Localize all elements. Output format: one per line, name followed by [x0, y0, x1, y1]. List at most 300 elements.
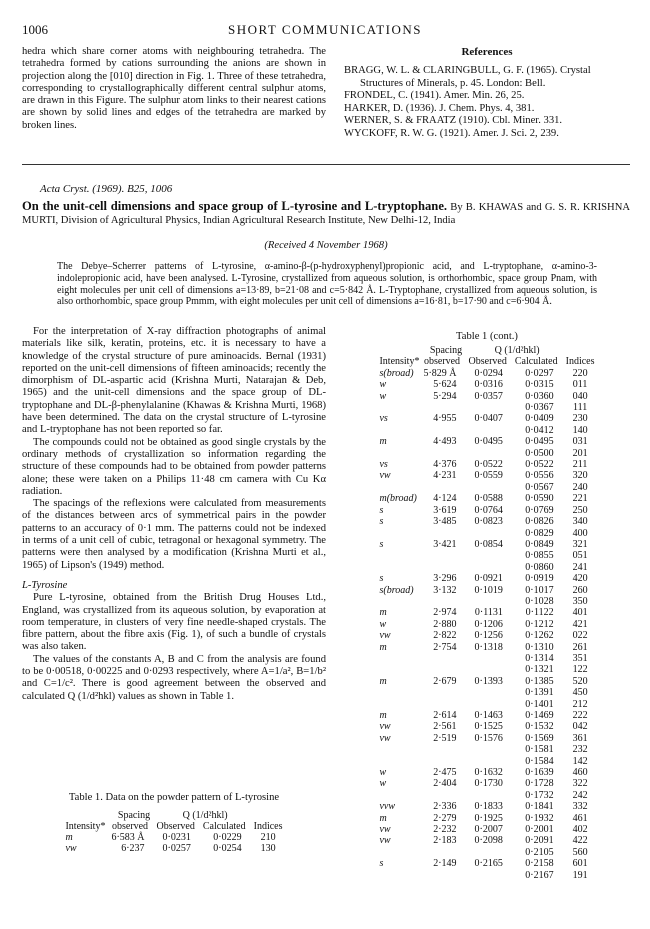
- spacing-cell: [423, 744, 468, 755]
- th-observed: Observed: [156, 821, 195, 832]
- calculated-cell: 0·1017: [525, 584, 554, 596]
- spacing-cell: 3·132: [433, 584, 457, 596]
- reference-item: FRONDEL, C. (1941). Amer. Min. 26, 25.: [344, 90, 525, 101]
- observed-cell: 0·0294: [474, 367, 503, 379]
- calculated-cell: 0·2105: [525, 846, 554, 858]
- table-row: [379, 596, 594, 607]
- calculated-cell: 0·1569: [525, 732, 554, 744]
- observed-cell: [469, 562, 515, 573]
- indices-cell: 222: [572, 710, 588, 721]
- indices-cell: 241: [572, 561, 588, 573]
- table-1-cont: [344, 331, 630, 881]
- spacing-cell: 6·583 Å: [111, 832, 145, 843]
- body-paragraph-5: The values of the constants A, B and C from the analysis are found to be 0·00518, 0·00225 and 0·0293 respectively, where A=1/a², B=1/b² and C=1/c². There is good agreement between the observed and calculated Q (1/d²hkl) values as shown in Table 1.: [22, 653, 326, 702]
- spacing-cell: [423, 482, 468, 493]
- table-row: [379, 813, 594, 824]
- spacing-cell: [423, 528, 468, 539]
- intensity-cell: [379, 653, 423, 664]
- spacing-cell: 2·149: [433, 858, 457, 870]
- observed-cell: 0·2007: [474, 824, 503, 836]
- table-row: [379, 436, 594, 447]
- indices-cell: 031: [572, 436, 588, 448]
- calculated-cell: 0·1532: [525, 721, 554, 733]
- indices-cell: 111: [572, 402, 588, 414]
- intensity-cell: vw: [379, 470, 391, 482]
- calculated-cell: 0·0590: [525, 493, 554, 505]
- calculated-cell: 0·0254: [213, 843, 242, 854]
- calculated-cell: 0·0855: [525, 550, 554, 562]
- table-row: [379, 664, 594, 675]
- indices-cell: 322: [572, 778, 588, 790]
- observed-cell: 0·1318: [474, 641, 503, 653]
- intensity-cell: m: [379, 436, 387, 448]
- calculated-cell: 0·0567: [525, 481, 554, 493]
- table-row: [379, 801, 594, 812]
- table-row: [379, 619, 594, 630]
- calculated-cell: 0·0829: [525, 527, 554, 539]
- observed-cell: [469, 425, 515, 436]
- intensity-cell: m: [379, 675, 387, 687]
- indices-cell: 201: [572, 447, 588, 459]
- indices-cell: 520: [572, 675, 588, 687]
- indices-cell: 142: [572, 755, 588, 767]
- spacing-cell: [423, 562, 468, 573]
- observed-cell: [469, 550, 515, 561]
- table-row: [379, 482, 594, 493]
- indices-cell: 320: [572, 470, 588, 482]
- indices-cell: 402: [572, 824, 588, 836]
- indices-cell: 351: [572, 652, 588, 664]
- spacing-cell: 3·296: [433, 573, 457, 585]
- calculated-cell: 0·0769: [525, 504, 554, 516]
- table-1: [22, 792, 326, 854]
- indices-cell: 212: [572, 698, 588, 710]
- intensity-cell: s: [379, 504, 384, 516]
- running-title: SHORT COMMUNICATIONS: [227, 22, 423, 37]
- observed-cell: 0·0559: [474, 470, 503, 482]
- calculated-cell: 0·1212: [525, 618, 554, 630]
- indices-cell: 232: [572, 744, 588, 756]
- table-row: [379, 379, 594, 390]
- observed-cell: 0·1833: [474, 801, 503, 813]
- th-calculated: Calculated: [514, 356, 558, 368]
- table-row: [379, 402, 594, 413]
- indices-cell: 332: [572, 801, 588, 813]
- table-row: [379, 676, 594, 687]
- spacing-cell: [423, 425, 468, 436]
- spacing-cell: 3·421: [433, 538, 457, 550]
- observed-cell: [469, 744, 515, 755]
- intensity-cell: [379, 687, 423, 698]
- calculated-cell: 0·0360: [525, 390, 554, 402]
- th-spacing-observed: observed: [111, 821, 149, 832]
- indices-cell: 022: [572, 630, 588, 642]
- intensity-cell: m: [379, 812, 387, 824]
- spacing-cell: 4·124: [433, 493, 457, 505]
- intensity-cell: vw: [379, 824, 391, 836]
- observed-cell: 0·0854: [474, 538, 503, 550]
- intensity-cell: vw: [379, 835, 391, 847]
- spacing-cell: [423, 699, 468, 710]
- indices-cell: 461: [572, 812, 588, 824]
- observed-cell: [469, 653, 515, 664]
- table-row: [379, 550, 594, 561]
- observed-cell: 0·1256: [474, 630, 503, 642]
- spacing-cell: 2·279: [433, 812, 457, 824]
- spacing-cell: [423, 664, 468, 675]
- observed-cell: 0·0764: [474, 504, 503, 516]
- spacing-cell: 2·561: [433, 721, 457, 733]
- indices-cell: 042: [572, 721, 588, 733]
- calculated-cell: 0·1728: [525, 778, 554, 790]
- intensity-cell: [379, 448, 423, 459]
- calculated-cell: 0·0849: [525, 538, 554, 550]
- spacing-cell: 6·237: [121, 843, 145, 854]
- body-paragraph-3: The spacings of the reflexions were calculated from measurements of the distances between arcs of symmetrical pairs in the powder patterns to an accuracy of 0·1 mm. The patterns could not be indexed in terms of a unit cell of cubic, tetragonal or hexagonal symmetry. The patterns were then analysed by a modification (Krishna Murti et al., 1965) of Lipson's (1949) method.: [22, 498, 326, 571]
- observed-cell: [469, 664, 515, 675]
- spacing-cell: 4·493: [433, 436, 457, 448]
- observed-cell: 0·1925: [474, 812, 503, 824]
- indices-cell: 450: [572, 687, 588, 699]
- spacing-cell: 5·624: [433, 379, 457, 391]
- intensity-cell: m: [379, 641, 387, 653]
- table-row: [379, 539, 594, 550]
- table-row: [379, 790, 594, 801]
- body-paragraph-1: For the interpretation of X-ray diffraction photographs of animal materials like silk, keratin, proteins, etc. it is necessary to have a knowledge of the crystal structure of pure aminoacids. Bernal (1931) reported on the unit-cell dimensions of fifteen aminoacids; recently the dimorphism of DL-aspartic acid (Krishna Murti, Natarajan & Deb, 1965) and the unit-cell dimensions and the space group of DL-tryptophane and DL-β-phenylalanine (Khawas & Krishna Murti, 1968) have been determined. The data on the crystal structure of L-tyrosine and L-tryptophane has not been reported so far.: [22, 326, 326, 436]
- indices-cell: 321: [572, 538, 588, 550]
- calculated-cell: 0·0412: [525, 424, 554, 436]
- observed-cell: 0·0257: [162, 843, 191, 854]
- table-row: [379, 642, 594, 653]
- references-heading: References: [461, 46, 513, 58]
- section-divider: [22, 164, 630, 165]
- body-paragraph-2: The compounds could not be obtained as good single crystals by the ordinary methods of crystallization so information regarding the structure of these compounds had to be obtained from powder patterns alone; these were taken on a Philips 11·48 cm camera with Cu Kα radiation.: [22, 436, 326, 497]
- reference-list: [344, 65, 630, 140]
- intensity-cell: [379, 699, 423, 710]
- indices-cell: 460: [572, 767, 588, 779]
- spacing-cell: [423, 448, 468, 459]
- calculated-cell: 0·1314: [525, 652, 554, 664]
- observed-cell: 0·1632: [474, 767, 503, 779]
- spacing-cell: 2·519: [433, 732, 457, 744]
- calculated-cell: 0·0315: [525, 379, 554, 391]
- calculated-cell: 0·1321: [525, 664, 554, 676]
- spacing-cell: [423, 402, 468, 413]
- indices-cell: 261: [572, 641, 588, 653]
- observed-cell: 0·1463: [474, 710, 503, 721]
- table-row: [379, 391, 594, 402]
- intensity-cell: [379, 402, 423, 413]
- table-row: [379, 607, 594, 618]
- table-row: [65, 843, 282, 854]
- table-row: [379, 733, 594, 744]
- journal-reference: Acta Cryst. (1969). B25, 1006: [40, 183, 173, 195]
- table-1-cont-caption: Table 1 (cont.): [456, 331, 518, 342]
- references-block: [344, 46, 630, 140]
- spacing-cell: 2·822: [433, 630, 457, 642]
- page-number: 1006: [22, 22, 48, 37]
- calculated-cell: 0·2158: [525, 858, 554, 870]
- intensity-cell: [379, 528, 423, 539]
- indices-cell: 011: [572, 379, 588, 391]
- calculated-cell: 0·1028: [525, 595, 554, 607]
- calculated-cell: 0·1469: [525, 710, 554, 721]
- intensity-cell: w: [379, 618, 387, 630]
- indices-cell: 210: [260, 832, 276, 843]
- indices-cell: 211: [572, 459, 588, 471]
- table-row: [65, 832, 282, 843]
- spacing-cell: [423, 847, 468, 858]
- spacing-cell: [423, 790, 468, 801]
- body-left-column: [22, 326, 326, 703]
- observed-cell: [469, 699, 515, 710]
- observed-cell: [469, 482, 515, 493]
- indices-cell: 400: [572, 527, 588, 539]
- th-spacing-observed: observed: [423, 356, 461, 368]
- calculated-cell: 0·1932: [525, 812, 554, 824]
- calculated-cell: 0·0556: [525, 470, 554, 482]
- intensity-cell: w: [379, 390, 387, 402]
- table-row: [379, 470, 594, 481]
- indices-cell: 140: [572, 424, 588, 436]
- spacing-cell: [423, 687, 468, 698]
- observed-cell: 0·1206: [474, 618, 503, 630]
- table-row: [379, 835, 594, 846]
- observed-cell: 0·1525: [474, 721, 503, 733]
- th-q: Q (1/d²hkl): [182, 810, 228, 821]
- table-1-cont-grid: [379, 345, 594, 881]
- observed-cell: [469, 756, 515, 767]
- spacing-cell: 2·679: [433, 675, 457, 687]
- indices-cell: 122: [572, 664, 588, 676]
- th-spacing: Spacing: [429, 345, 463, 356]
- table-1-caption: Table 1. Data on the powder pattern of L-tyrosine: [68, 792, 280, 803]
- intensity-cell: vw: [379, 721, 391, 733]
- body-paragraph-4: Pure L-tyrosine, obtained from the British Drug Houses Ltd., England, was crystallized from its aqueous solution, by evaporation at room temperature, in clusters of very fine needle-shaped crystals. The fibre pattern, about the fibre axis (Fig. 1), of such a bundle of crystals was also taken.: [22, 592, 326, 653]
- th-indices: Indices: [565, 356, 595, 368]
- spacing-cell: [423, 653, 468, 664]
- table-row: [379, 847, 594, 858]
- reference-item: HARKER, D. (1936). J. Chem. Phys. 4, 381.: [344, 102, 535, 114]
- calculated-cell: 0·0409: [525, 413, 554, 425]
- table-row: [379, 630, 594, 641]
- observed-cell: 0·0407: [474, 413, 503, 425]
- intensity-cell: m: [379, 607, 387, 619]
- indices-cell: 401: [572, 607, 588, 619]
- carryover-paragraph: hedra which share corner atoms with neighbouring tetrahedra. The tetrahedra formed by cations surrounding the anions are shown in projection along the [010] direction in Fig. 1. Three of these tetrahedra, corresponding to crystallographically different central sulphur atoms, are drawn in this Figure. The sulphur atom links to their nearest cations are shown by solid lines and edges of the tetrahedra are marked by broken lines.: [22, 46, 326, 131]
- observed-cell: 0·0921: [474, 573, 503, 585]
- observed-cell: [469, 596, 515, 607]
- observed-cell: 0·0522: [474, 459, 503, 471]
- spacing-cell: 3·485: [433, 516, 457, 528]
- observed-cell: [469, 528, 515, 539]
- reference-item: WERNER, S. & FRAATZ (1910). Cbl. Miner. 331.: [344, 115, 563, 126]
- indices-cell: 230: [572, 413, 588, 425]
- table-row: [379, 585, 594, 596]
- article-heading: [22, 199, 630, 227]
- observed-cell: 0·2165: [474, 858, 503, 870]
- intensity-cell: vw: [65, 843, 77, 854]
- observed-cell: 0·2098: [474, 835, 503, 847]
- observed-cell: 0·0357: [474, 390, 503, 402]
- th-q: Q (1/d²hkl): [494, 345, 540, 356]
- table-row: [379, 870, 594, 881]
- calculated-cell: 0·1401: [525, 698, 554, 710]
- th-calculated: Calculated: [202, 821, 246, 832]
- table-row: [379, 756, 594, 767]
- indices-cell: 191: [572, 869, 588, 881]
- th-indices: Indices: [253, 821, 283, 832]
- calculated-cell: 0·0229: [213, 832, 242, 843]
- intensity-cell: vw: [379, 630, 391, 642]
- spacing-cell: [423, 870, 468, 881]
- calculated-cell: 0·1310: [525, 641, 554, 653]
- article-title: On the unit-cell dimensions and space group of L-tyrosine and L-tryptophane.: [22, 199, 448, 213]
- indices-cell: 221: [572, 493, 588, 505]
- observed-cell: 0·0495: [474, 436, 503, 448]
- th-intensity: Intensity*: [65, 821, 106, 832]
- calculated-cell: 0·1262: [525, 630, 554, 642]
- table-row: [379, 721, 594, 732]
- intensity-cell: m: [65, 832, 73, 843]
- spacing-cell: 2·336: [433, 801, 457, 813]
- table-row: [379, 459, 594, 470]
- table-1-grid: [65, 810, 282, 854]
- observed-cell: [469, 790, 515, 801]
- table-row: [379, 744, 594, 755]
- indices-cell: 240: [572, 481, 588, 493]
- calculated-cell: 0·0367: [525, 402, 554, 414]
- intensity-cell: w: [379, 379, 387, 391]
- th-intensity: Intensity*: [379, 356, 420, 368]
- intensity-cell: vs: [379, 413, 388, 425]
- spacing-cell: 2·232: [433, 824, 457, 836]
- table-row: [379, 413, 594, 424]
- spacing-cell: 4·231: [433, 470, 457, 482]
- observed-cell: 0·0588: [474, 493, 503, 505]
- table-row: [379, 687, 594, 698]
- calculated-cell: 0·0826: [525, 516, 554, 528]
- received-date: (Received 4 November 1968): [264, 240, 388, 251]
- observed-cell: 0·0231: [162, 832, 191, 843]
- indices-cell: 220: [572, 367, 588, 379]
- th-observed: Observed: [468, 356, 507, 368]
- indices-cell: 361: [572, 732, 588, 744]
- spacing-cell: 4·376: [433, 459, 457, 471]
- intensity-cell: [379, 550, 423, 561]
- table-row: [379, 653, 594, 664]
- indices-cell: 422: [572, 835, 588, 847]
- observed-cell: 0·1730: [474, 778, 503, 790]
- indices-cell: 420: [572, 573, 588, 585]
- calculated-cell: 0·2167: [525, 869, 554, 881]
- observed-cell: [469, 687, 515, 698]
- calculated-cell: 0·0500: [525, 447, 554, 459]
- intensity-cell: [379, 425, 423, 436]
- spacing-cell: 2·880: [433, 618, 457, 630]
- intensity-cell: w: [379, 767, 387, 779]
- th-spacing: Spacing: [117, 810, 151, 821]
- observed-cell: [469, 847, 515, 858]
- table-row: [379, 562, 594, 573]
- intensity-cell: [379, 790, 423, 801]
- calculated-cell: 0·1122: [525, 607, 554, 619]
- indices-cell: 040: [572, 390, 588, 402]
- intensity-cell: vw: [379, 732, 391, 744]
- indices-cell: 421: [572, 618, 588, 630]
- intensity-cell: [379, 596, 423, 607]
- intensity-cell: [379, 482, 423, 493]
- spacing-cell: 2·404: [433, 778, 457, 790]
- table-row: [379, 368, 594, 379]
- table-row: [379, 778, 594, 789]
- intensity-cell: s: [379, 516, 384, 528]
- intensity-cell: vs: [379, 459, 388, 471]
- spacing-cell: [423, 596, 468, 607]
- table-row: [379, 425, 594, 436]
- calculated-cell: 0·2091: [525, 835, 554, 847]
- spacing-cell: 3·619: [433, 504, 457, 516]
- intensity-cell: [379, 870, 423, 881]
- spacing-cell: 4·955: [433, 413, 457, 425]
- indices-cell: 250: [572, 504, 588, 516]
- calculated-cell: 0·0495: [525, 436, 554, 448]
- intensity-cell: [379, 562, 423, 573]
- intensity-cell: s: [379, 573, 384, 585]
- reference-item: BRAGG, W. L. & CLARINGBULL, G. F. (1965). Crystal Structures of Minerals, p. 45. London: Bell.: [344, 65, 591, 89]
- spacing-cell: 5·294: [433, 390, 457, 402]
- intensity-cell: s(broad): [379, 367, 414, 379]
- intensity-cell: s(broad): [379, 584, 414, 596]
- table-row: [379, 824, 594, 835]
- calculated-cell: 0·1391: [525, 687, 554, 699]
- calculated-cell: 0·1639: [525, 767, 554, 779]
- observed-cell: 0·0823: [474, 516, 503, 528]
- indices-cell: 560: [572, 846, 588, 858]
- abstract: The Debye–Scherrer patterns of L-tyrosine, α-amino-β-(p-hydroxyphenyl)propionic acid, and L-tryptophane, α-amino-3-indolepropionic acid, have been analysed. L-Tyrosine, crystallized from aqueous solution, is orthorhombic, space group Pnam, with eight molecules per unit cell of dimensions a=13·89, b=21·08 and c=5·842 Å. L-Tryptophane, crystallized from aqueous solution, is also orthorhombic, space group Pmmm, with eight molecules per unit cell of dimensions a=16·81, b=17·90 and c=6·904 Å.: [57, 261, 597, 308]
- indices-cell: 051: [572, 550, 588, 562]
- indices-cell: 350: [572, 595, 588, 607]
- intensity-cell: [379, 664, 423, 675]
- spacing-cell: [423, 756, 468, 767]
- spacing-cell: 2·754: [433, 641, 457, 653]
- intensity-cell: [379, 756, 423, 767]
- table-row: [379, 505, 594, 516]
- indices-cell: 340: [572, 516, 588, 528]
- calculated-cell: 0·1732: [525, 789, 554, 801]
- indices-cell: 260: [572, 584, 588, 596]
- intensity-cell: s: [379, 858, 384, 870]
- intensity-cell: vvw: [379, 801, 396, 813]
- observed-cell: 0·0316: [474, 379, 503, 391]
- indices-cell: 130: [260, 843, 276, 854]
- calculated-cell: 0·1385: [525, 675, 554, 687]
- observed-cell: [469, 402, 515, 413]
- intensity-cell: s: [379, 538, 384, 550]
- article-byline: By B. KHAWAS and G. S. R. KRISHNA MURTI, Division of Agricultural Physics, Indian Agricultural Research Institute, New Delhi-12, India: [22, 202, 630, 226]
- observed-cell: 0·1393: [474, 675, 503, 687]
- calculated-cell: 0·1841: [525, 801, 554, 813]
- calculated-cell: 0·0522: [525, 459, 554, 471]
- calculated-cell: 0·0860: [525, 561, 554, 573]
- table-row: [379, 516, 594, 527]
- intensity-cell: [379, 744, 423, 755]
- observed-cell: [469, 448, 515, 459]
- calculated-cell: 0·1584: [525, 755, 554, 767]
- intensity-cell: m(broad): [379, 493, 417, 505]
- table-row: [379, 710, 594, 721]
- observed-cell: 0·1131: [474, 607, 503, 619]
